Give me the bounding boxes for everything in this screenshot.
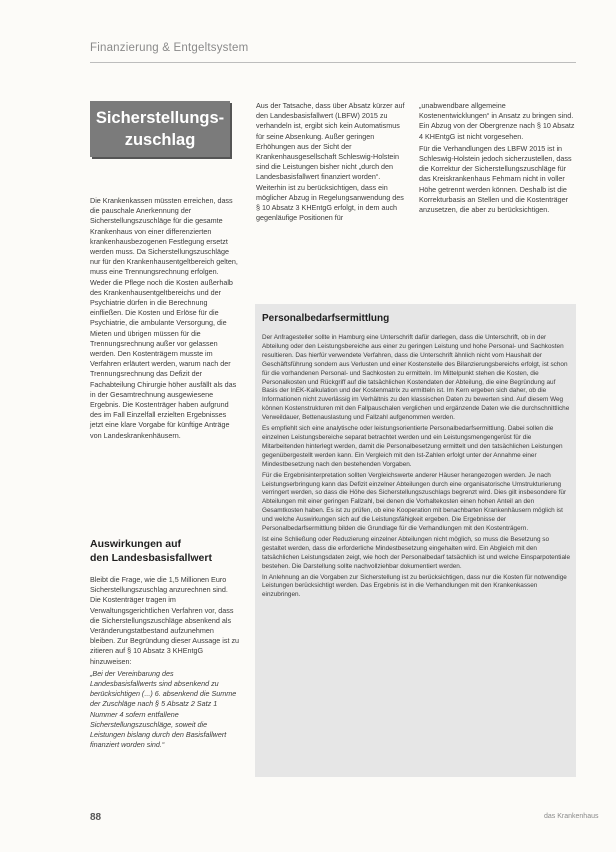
paragraph: „unabwendbare allgemeine Kostenentwicklungen“ in Ansatz zu bringen sind. Ein Abzug von der Obergrenze nach § 10 Absatz 4 KHEntgG ist nicht vorgesehen. — [419, 101, 575, 141]
article-title: Sicherstellungs- zuschlag — [95, 109, 225, 149]
paragraph: In Anlehnung an die Vorgaben zur Sicherstellung ist zu berücksichtigen, dass nur die Kosten für notwendige Leistungen berücksichtigt werden. Das Ergebnis ist in die Verhandlungen mit den Krankenkassen einzubringen. — [262, 573, 567, 599]
paragraph: Für die Verhandlungen des LBFW 2015 ist in Schleswig-Holstein jedoch sicherzustellen, dass die Korrektur der Sicherstellungszuschläge für das Kreiskrankenhaus Fehmarn nicht in voller Höhe getrennt werden können. Deshalb ist die Korrekturbasis an Stellen und die Kostenträger anzusetzen, die aber zu berücksichtigen. — [419, 143, 572, 215]
section-header: Finanzierung & Entgeltsystem — [90, 42, 249, 54]
paragraph: Ist eine Schließung oder Reduzierung einzelner Abteilungen nicht möglich, so muss die Besetzung so gestaltet werden, dass die erforderliche Mindestbesetzung eingehalten wird. Ein Abgleich mit den tatsächlichen Leistungsdaten zeigt, wie hoch der Personalbedarf tatsächlich ist und welche Einsparpotentiale bestehen. Die Darstellung sollte nachvollziehbar dokumentiert werden. — [262, 535, 571, 570]
column-1-text — [90, 196, 240, 443]
section-heading: Auswirkungen auf den Landesbasisfallwert — [90, 538, 212, 564]
paragraph: Aus der Tatsache, dass über Absatz kürzer auf den Landesbasisfallwert (LBFW) 2015 zu verhandeln ist, ergibt sich kein Automatismus für seine Absenkung. Außer geringen Erhöhungen aus der Sicht der Krankenhausgesellschaft Schleswig-Holstein sind die Leistungen bisher nicht „durch den Landesbasisfallwert finanziert worden“. Weiterhin ist zu berücksichtigen, dass ein möglicher Abzug in Regelungsanwendung des § 10 Absatz 3 KHEntgG erfolgt, in dem auch gegenläufige Positionen für — [256, 101, 405, 223]
column-1-lower-text — [90, 575, 240, 752]
column-3-text — [419, 101, 575, 217]
paragraph: Bleibt die Frage, wie die 1,5 Millionen Euro Sicherstellungszuschlag anzurechnen sind. Die Kostenträger tragen im Verwaltungsgerichtlichen Verfahren vor, dass die Sicherstellungszuschläge absenkend als Veränderungstatbestand aufzunehmen bleiben. Zur Begründung dieser Aussage ist zu zitieren auf § 10 Absatz 3 KHEntgG hinzuweisen: — [90, 575, 240, 666]
paragraph: Für die Ergebnisinterpretation sollten Vergleichswerte anderer Häuser herangezogen werden. Je nach Leistungserbringung kann das Defizit einzelner Abteilungen durch eine organisatorische Umstrukturierung verringert werden, so dass die Höhe des Sicherstellungszuschlags begrenzt wird. Dies gilt insbesondere für Abteilungen mit einer geringen Fallzahl, bei denen die Vorhaltekosten einen hohen Anteil an den Gesamtkosten haben. Es ist zu prüfen, ob eine Kooperation mit benachbarten Krankenhäusern möglich ist und welche Auswirkungen sich auf die Leistungsfähigkeit ergeben. Die Ergebnisse der Personalbedarfsermittlung bilden die Grundlage für die Verhandlungen mit den Kostenträgern. — [262, 471, 567, 533]
article-title-box — [90, 101, 230, 157]
paragraph: Es empfiehlt sich eine analytische oder leistungsorientierte Personalbedarfsermittlung. Dabei sollen die einzelnen Leistungsbereiche separat betrachtet werden und ein Leistungsmengengerüst für die Mitarbeitenden hinterlegt werden, damit die Personalbesetzung ermittelt und den tatsächlichen Leistungen gegenübergestellt werden kann. Ein Vergleich mit den Ist-Zahlen erfolgt unter der Annahme einer Mindestbesetzung nach den bestehenden Vorgaben. — [262, 425, 563, 468]
page-number: 88 — [90, 812, 102, 823]
paragraph: Der Anfragesteller sollte in Hamburg eine Unterschrift dafür darlegen, dass die Unterschrift, ob in der Abteilung oder den Leistungsbereiche aus einer zu geringen Leistung und hohe Personal- und Sachkosten resultieren. Das hierfür verwendete Verfahren, dass die Unterschrift ähnlich nicht vom Haushalt der Geschäftsführung sondern aus Verlusten und einer Kostenstelle des Bilanzierungsbereichs erfolgt, ist schon für die vorhandenen Personal- und Sachkosten zu ermitteln. Im Mittelpunkt stehen die Kosten, die Personalkosten und Rückgriff auf die tatsächlichen Kostendaten der Abteilung, die eine Begründung auf Basis der InEK-Kalkulation und der Kostenmatrix zu ermitteln ist. Im Kern ergeben sich daher, ob die Informationen nicht zuverlässig im Verhältnis zu den klassischen Daten zu bewerten sind. Auf diesem Weg können Kostenstrukturen mit den Fallpauschalen verglichen und ergänzende Daten wie die durchschnittliche Verweildauer, Bettenauslastung und Fallzahl aufgenommen werden. — [262, 334, 570, 422]
column-2-text — [256, 101, 406, 225]
header-rule — [90, 62, 576, 63]
quote-paragraph: „Bei der Vereinbarung des Landesbasisfallwerts sind absenkend zu berücksichtigen (...) 6. absenkend die Summe der Zuschläge nach § 5 Absatz 2 Satz 1 Nummer 4 sofern entfallene Sicherstellungszuschläge, soweit die Leistungen bislang durch den Basisfallwert finanziert worden sind.“ — [90, 668, 237, 750]
paragraph: Die Krankenkassen müssten erreichen, dass die pauschale Anerkennung der Sicherstellungszuschläge für die gesamte Krankenhaus von einer differenzierten krankenhausbezogenen Festlegung ersetzt werden muss. Da Sicherstellungszuschläge nur für den Krankenhausentgeltbereich gelten, muss eine Trennungsrechnung erfolgen. Weder die Pflege noch die Kosten außerhalb des Krankenhausentgeltbereichs und der Psychiatrie dürfen in die Berechnung einfließen. Die Kosten und Erlöse für die Psychiatrie, die ambulante Versorgung, die Mieten und übrigen müssen für die Trennungsrechnung außer vor gelassen werden. Den Kostenträgern musste im Verfahren erläutert werden, warum nach der Trennungsrechnung das Defizit der Fachabteilung Chirurgie höher ausfällt als das in der Gesamtrechnung ausgewiesene Ergebnis. Die Kostenträger haben aufgrund des im Fall Einzelfall erzielten Ergebnisses jetzt eine klare Vorgabe für künftige Anträge von Landeskrankenhäusern. — [90, 196, 238, 440]
info-box-text — [262, 334, 570, 602]
journal-name: das Krankenhaus — [544, 813, 599, 820]
info-box-title: Personalbedarfsermittlung — [262, 313, 390, 324]
